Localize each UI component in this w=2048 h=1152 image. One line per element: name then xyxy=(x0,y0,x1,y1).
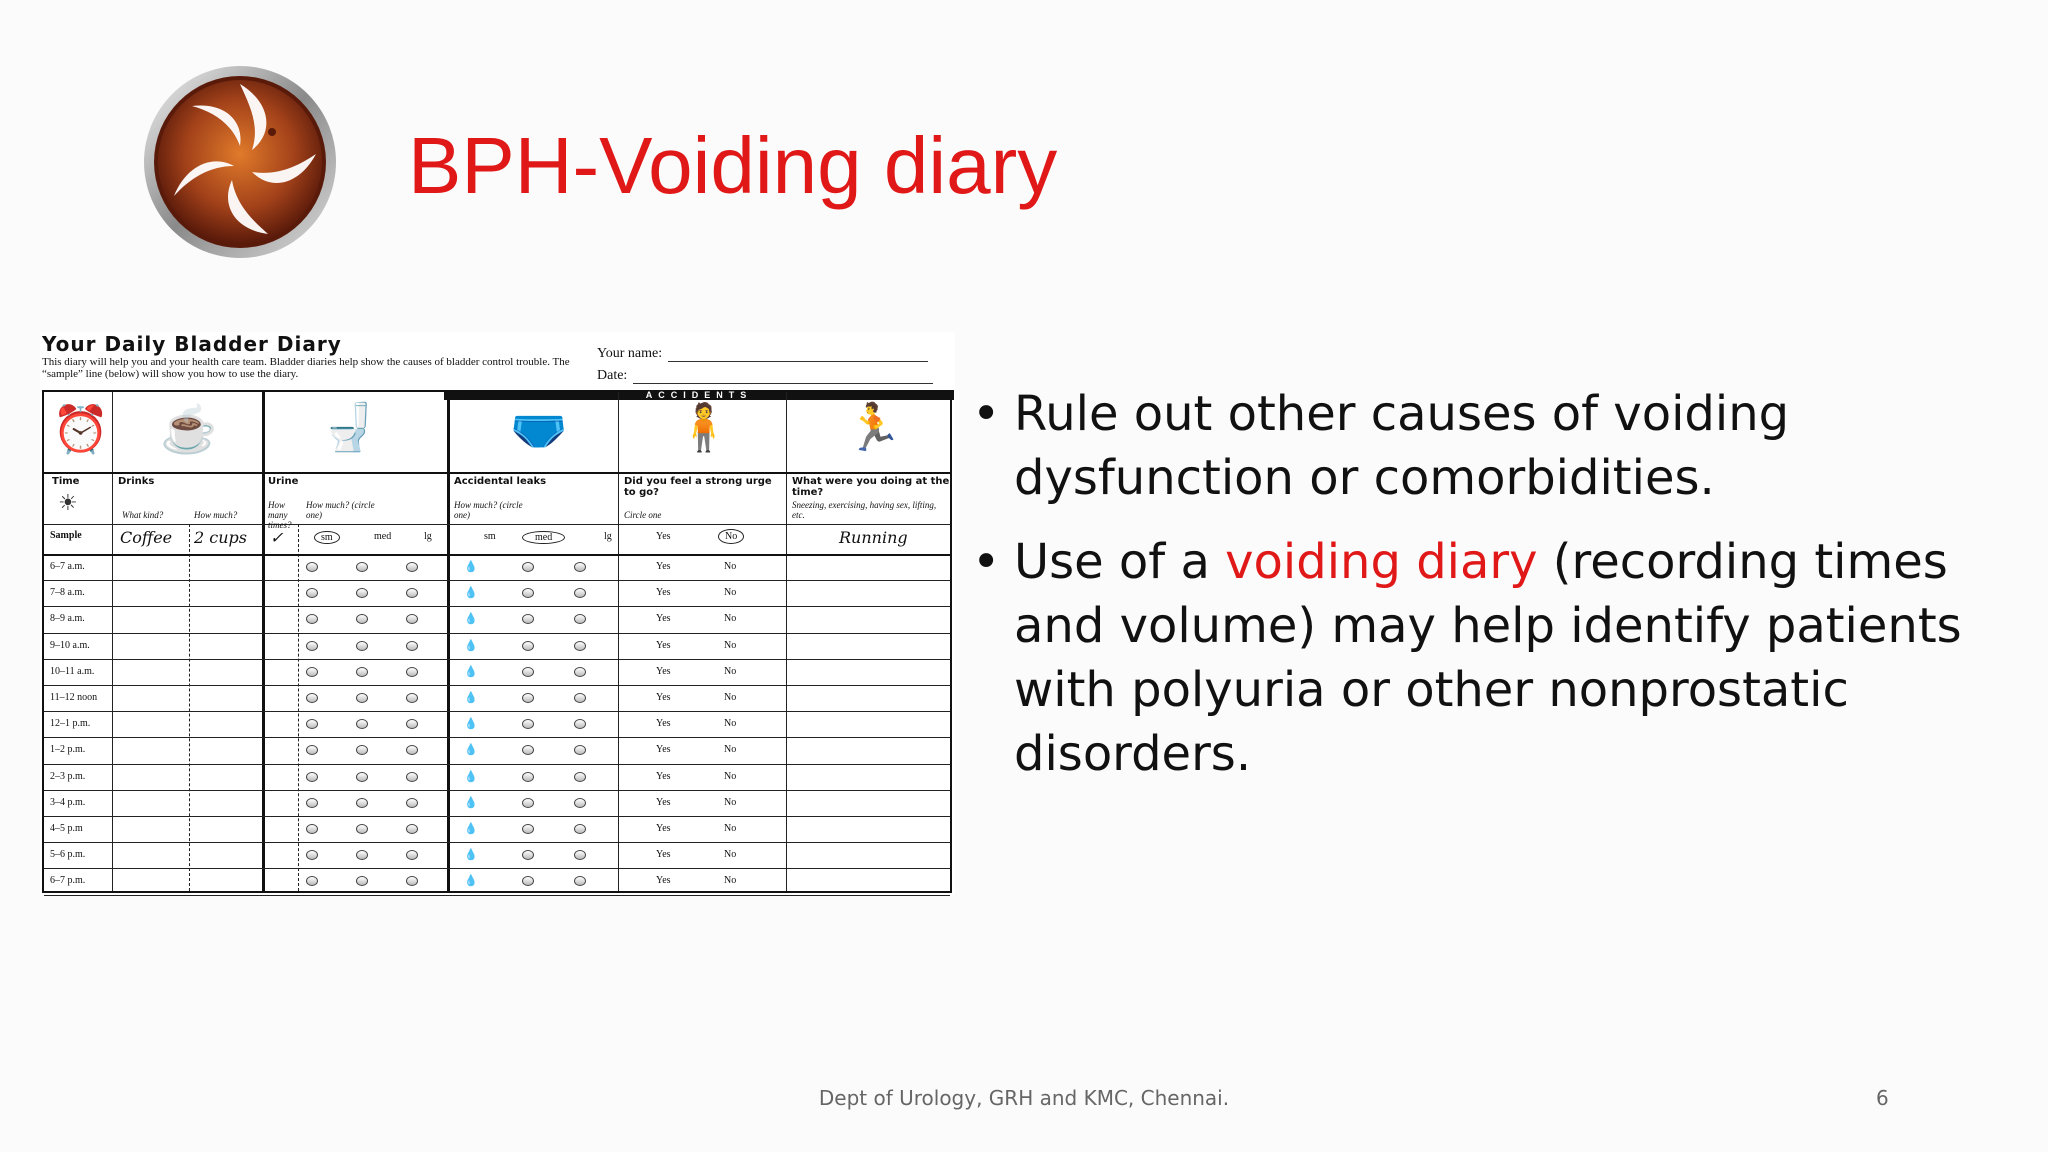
sun-icon: ☀ xyxy=(58,490,78,515)
urine-amount-oval xyxy=(356,798,368,808)
woman-standing-icon: 🧍 xyxy=(675,401,733,453)
alarm-clock-icon: ⏰ xyxy=(52,403,110,455)
header-urge-sub: Circle one xyxy=(624,510,662,520)
header-drinks-kind: What kind? xyxy=(122,510,164,520)
droplet-icon: 💧 xyxy=(464,823,478,835)
header-urge: Did you feel a strong urge to go? xyxy=(624,476,772,498)
row-yes-option: Yes xyxy=(656,665,671,677)
urine-amount-oval xyxy=(406,772,418,782)
droplet-icon: 💧 xyxy=(464,613,478,626)
urine-amount-oval xyxy=(356,562,368,572)
row-yes-option: Yes xyxy=(656,639,671,651)
row-no-option: No xyxy=(724,875,737,887)
toilet-icon: 🚽 xyxy=(320,401,378,453)
leak-amount-oval xyxy=(522,588,534,598)
row-no-option: No xyxy=(724,692,737,703)
urine-amount-oval xyxy=(356,824,368,834)
leak-amount-oval xyxy=(522,719,534,729)
row-divider xyxy=(44,685,950,686)
row-no-option: No xyxy=(724,744,737,756)
urine-amount-oval xyxy=(406,588,418,598)
urine-amount-oval xyxy=(406,719,418,729)
leak-amount-oval xyxy=(522,850,534,860)
droplet-icon: 💧 xyxy=(464,639,478,652)
row-time-label: 9–10 a.m. xyxy=(50,639,90,651)
drinks-icon: ☕ xyxy=(160,403,218,455)
urine-amount-oval xyxy=(406,745,418,755)
urine-amount-oval xyxy=(406,614,418,624)
row-yes-option: Yes xyxy=(656,875,671,887)
row-divider xyxy=(44,816,950,817)
urine-amount-oval xyxy=(306,719,318,729)
leak-amount-oval xyxy=(522,824,534,834)
row-time-label: 4–5 p.m xyxy=(50,823,83,834)
row-divider xyxy=(44,790,950,791)
row-yes-option: Yes xyxy=(656,613,671,625)
diary-title: Your Daily Bladder Diary xyxy=(42,332,342,356)
row-no-option: No xyxy=(724,587,737,599)
slide-title: BPH-Voiding diary xyxy=(408,121,1058,210)
urine-amount-oval xyxy=(406,876,418,886)
row-no-option: No xyxy=(724,849,737,861)
urine-amount-oval xyxy=(306,798,318,808)
leak-amount-oval xyxy=(522,667,534,677)
sample-drink-kind: Coffee xyxy=(120,528,173,547)
leak-amount-oval xyxy=(522,745,534,755)
leak-amount-oval xyxy=(574,772,586,782)
header-doing: What were you doing at the time? xyxy=(792,476,950,498)
row-divider xyxy=(44,580,950,581)
row-divider xyxy=(44,711,950,712)
sample-leak-lg: lg xyxy=(604,531,612,542)
row-yes-option: Yes xyxy=(656,692,671,703)
row-divider xyxy=(44,737,950,738)
footer-text: Dept of Urology, GRH and KMC, Chennai. xyxy=(818,1086,1230,1110)
leak-amount-oval xyxy=(574,824,586,834)
header-urine-times: How many times? xyxy=(268,500,292,530)
diary-table xyxy=(42,390,952,893)
sample-urine-med: med xyxy=(374,531,392,542)
diary-subtitle: This diary will help you and your health care team. Bladder diaries help show the causes of bladder control trouble. The “sample” line (below) will show you how to use the diary. xyxy=(42,356,570,380)
urine-amount-oval xyxy=(356,588,368,598)
row-time-label: 8–9 a.m. xyxy=(50,613,85,625)
droplet-icon: 💧 xyxy=(464,770,478,783)
urine-amount-oval xyxy=(306,693,318,703)
leak-amount-oval xyxy=(574,562,586,572)
row-no-option: No xyxy=(724,718,737,730)
runner-icon: 🏃 xyxy=(845,401,903,453)
header-leaks: Accidental leaks xyxy=(454,476,547,487)
urine-amount-oval xyxy=(406,850,418,860)
sample-urine-lg: lg xyxy=(424,531,432,542)
header-drinks-much: How much? xyxy=(194,510,238,520)
droplet-icon: 💧 xyxy=(464,796,478,809)
header-leaks-much: How much? (circle one) xyxy=(454,500,523,520)
sample-doing: Running xyxy=(839,528,908,547)
droplet-icon: 💧 xyxy=(464,875,478,888)
leak-amount-oval xyxy=(522,772,534,782)
bullet-item: • Use of a voiding diary (recording times and volume) may help identify patients with polyuria or other nonprostatic disorders. xyxy=(972,534,1962,782)
page-number: 6 xyxy=(1876,1086,1889,1110)
urine-amount-oval xyxy=(356,719,368,729)
row-yes-option: Yes xyxy=(656,796,671,808)
header-urine-much: How much? (circle one) xyxy=(306,500,375,520)
department-logo xyxy=(140,62,340,262)
row-yes-option: Yes xyxy=(656,561,671,572)
header-drinks: Drinks xyxy=(118,476,155,487)
urine-amount-oval xyxy=(306,772,318,782)
droplet-icon: 💧 xyxy=(464,744,478,757)
row-no-option: No xyxy=(724,639,737,651)
urine-amount-oval xyxy=(356,693,368,703)
accidents-banner: ACCIDENTS xyxy=(444,390,954,400)
header-urine: Urine xyxy=(268,476,299,487)
droplet-icon: 💧 xyxy=(464,849,478,862)
urine-amount-oval xyxy=(356,641,368,651)
leak-amount-oval xyxy=(522,562,534,572)
urine-amount-oval xyxy=(306,824,318,834)
urine-amount-oval xyxy=(306,850,318,860)
leak-amount-oval xyxy=(574,693,586,703)
row-time-label: 6–7 p.m. xyxy=(50,875,86,887)
sample-urine-times: ✓ xyxy=(270,528,284,547)
droplet-icon: 💧 xyxy=(464,665,478,678)
row-yes-option: Yes xyxy=(656,823,671,834)
row-time-label: 3–4 p.m. xyxy=(50,796,86,808)
row-time-label: 12–1 p.m. xyxy=(50,718,91,730)
row-divider xyxy=(44,868,950,869)
sample-leak-sm: sm xyxy=(484,531,496,542)
bullet-list xyxy=(970,382,1970,806)
row-time-label: 11–12 noon xyxy=(50,692,98,703)
row-yes-option: Yes xyxy=(656,718,671,730)
leak-amount-oval xyxy=(522,641,534,651)
urine-amount-oval xyxy=(406,798,418,808)
urine-amount-oval xyxy=(356,614,368,624)
leak-amount-oval xyxy=(574,876,586,886)
row-divider xyxy=(44,895,950,896)
row-divider xyxy=(44,842,950,843)
urine-amount-oval xyxy=(306,667,318,677)
row-divider xyxy=(44,633,950,634)
diary-date-field xyxy=(597,368,933,384)
row-no-option: No xyxy=(724,823,737,834)
row-time-label: 10–11 a.m. xyxy=(50,665,95,677)
sample-yes: Yes xyxy=(656,531,671,542)
row-yes-option: Yes xyxy=(656,587,671,599)
urine-amount-oval xyxy=(306,745,318,755)
diary-name-field xyxy=(597,346,928,362)
bladder-diary-image xyxy=(40,332,955,895)
leak-amount-oval xyxy=(522,798,534,808)
leak-amount-oval xyxy=(522,693,534,703)
leak-amount-oval xyxy=(574,667,586,677)
urine-amount-oval xyxy=(406,667,418,677)
droplet-icon: 💧 xyxy=(464,561,478,573)
urine-amount-oval xyxy=(356,876,368,886)
row-yes-option: Yes xyxy=(656,770,671,782)
row-no-option: No xyxy=(724,665,737,677)
bullet-text: Rule out other causes of voiding dysfunction or comorbidities. xyxy=(1014,386,1790,506)
row-divider xyxy=(44,764,950,765)
urine-amount-oval xyxy=(406,824,418,834)
header-doing-sub: Sneezing, exercising, having sex, lifting, etc. xyxy=(792,500,937,520)
sample-leak-med: med xyxy=(522,531,565,544)
urine-amount-oval xyxy=(406,641,418,651)
sample-urine-sm: sm xyxy=(314,531,340,544)
bullet-text-pre: Use of a xyxy=(1014,534,1226,590)
row-yes-option: Yes xyxy=(656,744,671,756)
urine-amount-oval xyxy=(356,850,368,860)
urine-amount-oval xyxy=(306,614,318,624)
urine-amount-oval xyxy=(356,745,368,755)
header-time: Time xyxy=(52,476,80,487)
leak-amount-oval xyxy=(574,719,586,729)
urine-amount-oval xyxy=(306,876,318,886)
row-no-option: No xyxy=(724,561,737,572)
row-time-label: 1–2 p.m. xyxy=(50,744,86,756)
underwear-icon: 🩲 xyxy=(510,403,568,455)
sample-label: Sample xyxy=(50,530,82,541)
leak-amount-oval xyxy=(574,798,586,808)
diary-date-label: Date: xyxy=(597,368,628,383)
bullet-highlight: voiding diary xyxy=(1225,534,1538,590)
urine-amount-oval xyxy=(306,588,318,598)
diary-name-label: Your name: xyxy=(597,346,663,361)
leak-amount-oval xyxy=(574,641,586,651)
row-no-option: No xyxy=(724,796,737,808)
leak-amount-oval xyxy=(574,588,586,598)
sample-drink-much: 2 cups xyxy=(194,528,247,547)
droplet-icon: 💧 xyxy=(464,692,478,704)
row-time-label: 7–8 a.m. xyxy=(50,587,85,599)
urine-amount-oval xyxy=(306,641,318,651)
bullet-text-post: (recording times and volume) may help identify patients with polyuria or other nonprostatic disorders. xyxy=(1014,534,1962,782)
leak-amount-oval xyxy=(522,876,534,886)
leak-amount-oval xyxy=(522,614,534,624)
droplet-icon: 💧 xyxy=(464,587,478,600)
leak-amount-oval xyxy=(574,745,586,755)
sample-no: No xyxy=(718,529,744,544)
leak-amount-oval xyxy=(574,850,586,860)
row-no-option: No xyxy=(724,613,737,625)
row-divider xyxy=(44,659,950,660)
urine-amount-oval xyxy=(406,562,418,572)
bullet-item: • Rule out other causes of voiding dysfunction or comorbidities. xyxy=(972,386,1790,506)
row-divider xyxy=(44,606,950,607)
leak-amount-oval xyxy=(574,614,586,624)
row-yes-option: Yes xyxy=(656,849,671,861)
row-time-label: 2–3 p.m. xyxy=(50,770,86,782)
row-no-option: No xyxy=(724,770,737,782)
urine-amount-oval xyxy=(306,562,318,572)
urine-amount-oval xyxy=(406,693,418,703)
urine-amount-oval xyxy=(356,667,368,677)
row-time-label: 5–6 p.m. xyxy=(50,849,86,861)
urine-amount-oval xyxy=(356,772,368,782)
row-time-label: 6–7 a.m. xyxy=(50,561,85,572)
droplet-icon: 💧 xyxy=(464,718,478,731)
